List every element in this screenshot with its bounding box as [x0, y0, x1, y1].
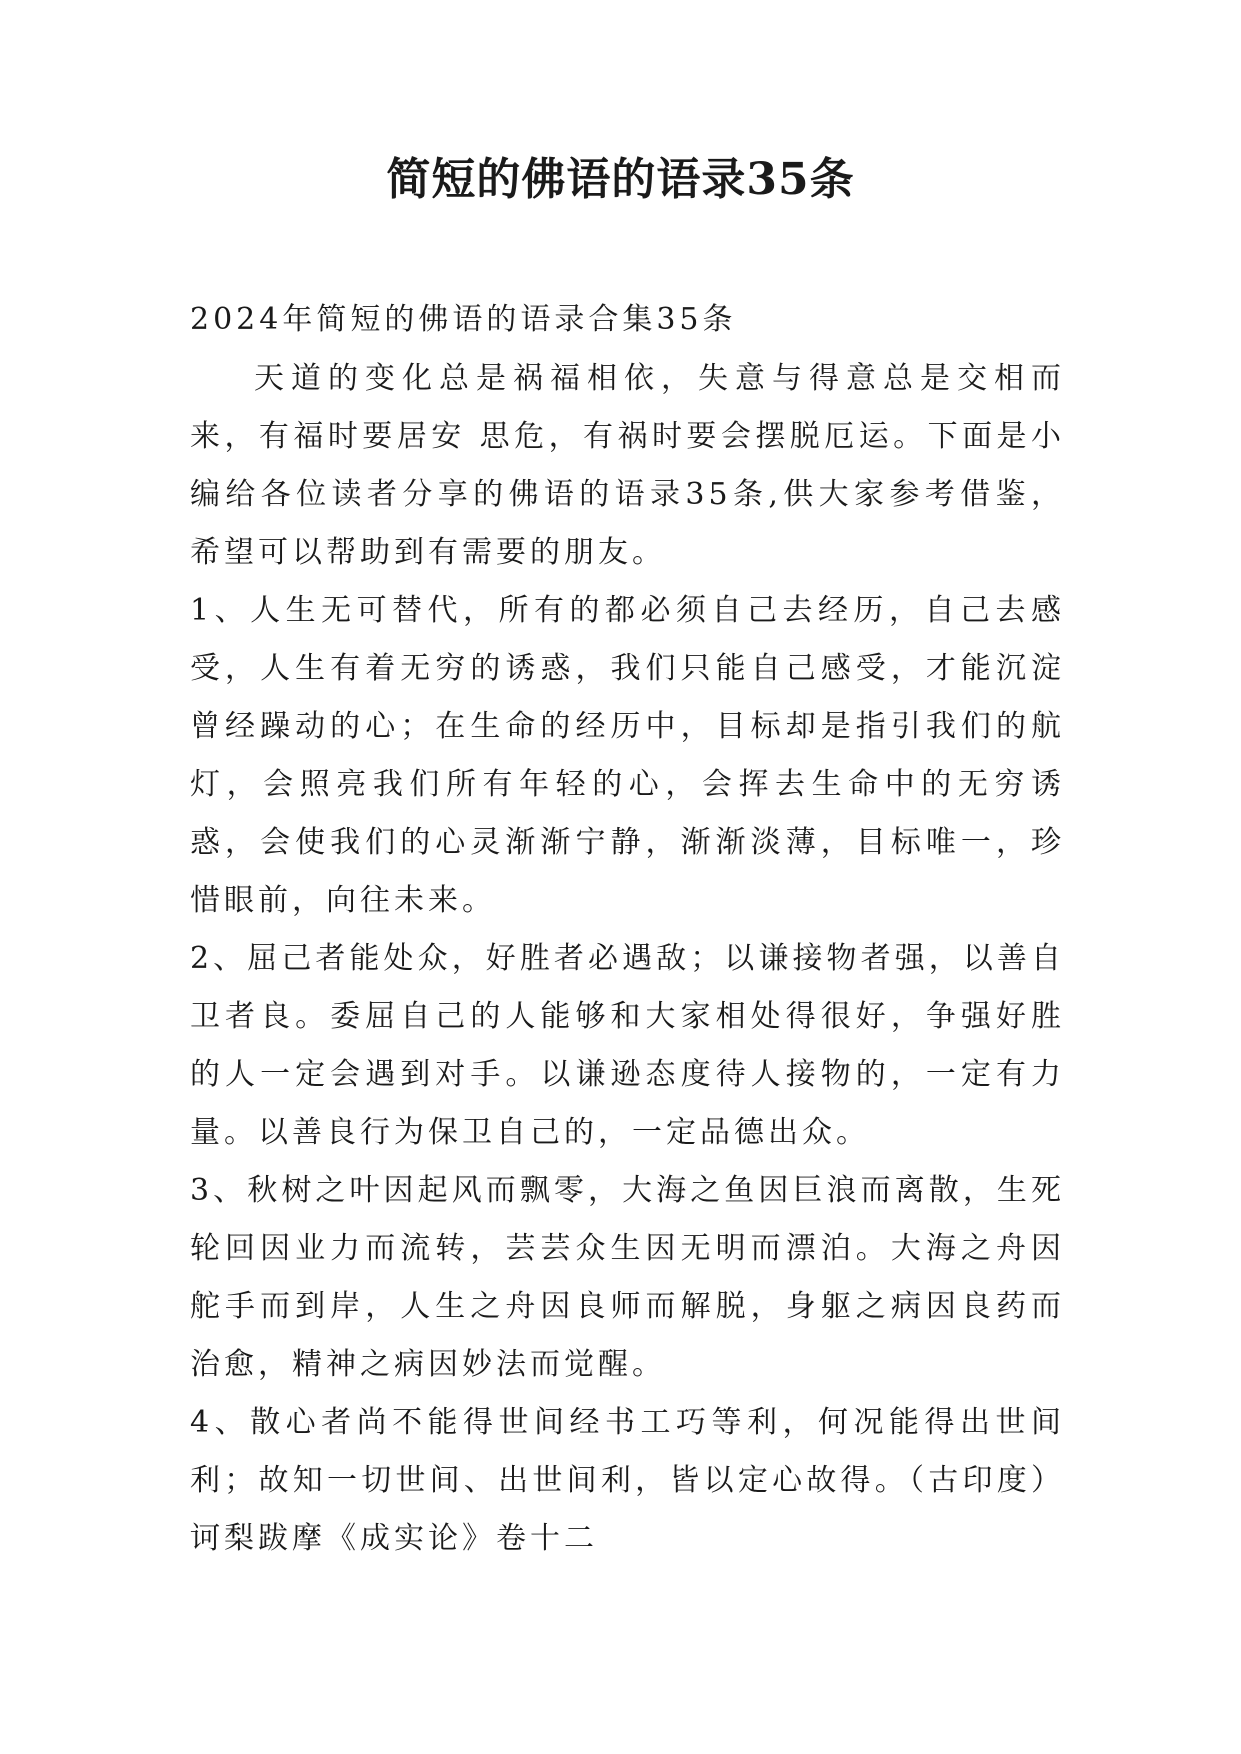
quote-item-1: 1、人生无可替代，所有的都必须自己去经历，自己去感受，人生有着无穷的诱惑，我们只能自己感受，才能沉淀曾经躁动的心；在生命的经历中，目标却是指引我们的航灯，会照亮我们所有年轻的心，会挥去生命中的无穷诱惑，会使我们的心灵渐渐宁静，渐渐淡薄，目标唯一，珍惜眼前，向往未来。 [190, 593, 1065, 918]
intro-paragraph: 天道的变化总是祸福相依，失意与得意总是交相而来，有福时要居安 思危，有祸时要会摆脱厄运。下面是小编给各位读者分享的佛语的语录35条,供大家参考借鉴，希望可以帮助到有需要的朋友。 [190, 361, 1065, 570]
document-body [190, 290, 1065, 1568]
quote-item-4: 4、散心者尚不能得世间经书工巧等利，何况能得出世间利；故知一切世间、出世间利，皆以定心故得。（古印度）诃梨跋摩《成实论》卷十二 [190, 1405, 1065, 1556]
document-subtitle: 2024年简短的佛语的语录合集35条 [190, 302, 737, 337]
quote-item-2: 2、屈己者能处众，好胜者必遇敌；以谦接物者强，以善自卫者良。委屈自己的人能够和大家相处得很好，争强好胜的人一定会遇到对手。以谦逊态度待人接物的，一定有力量。以善良行为保卫自己的，一定品德出众。 [190, 941, 1065, 1150]
quote-item-3: 3、秋树之叶因起风而飘零，大海之鱼因巨浪而离散，生死轮回因业力而流转，芸芸众生因无明而漂泊。大海之舟因舵手而到岸，人生之舟因良师而解脱，身躯之病因良药而治愈，精神之病因妙法而觉醒。 [190, 1173, 1065, 1382]
document-title: 简短的佛语的语录35条 [386, 154, 855, 205]
